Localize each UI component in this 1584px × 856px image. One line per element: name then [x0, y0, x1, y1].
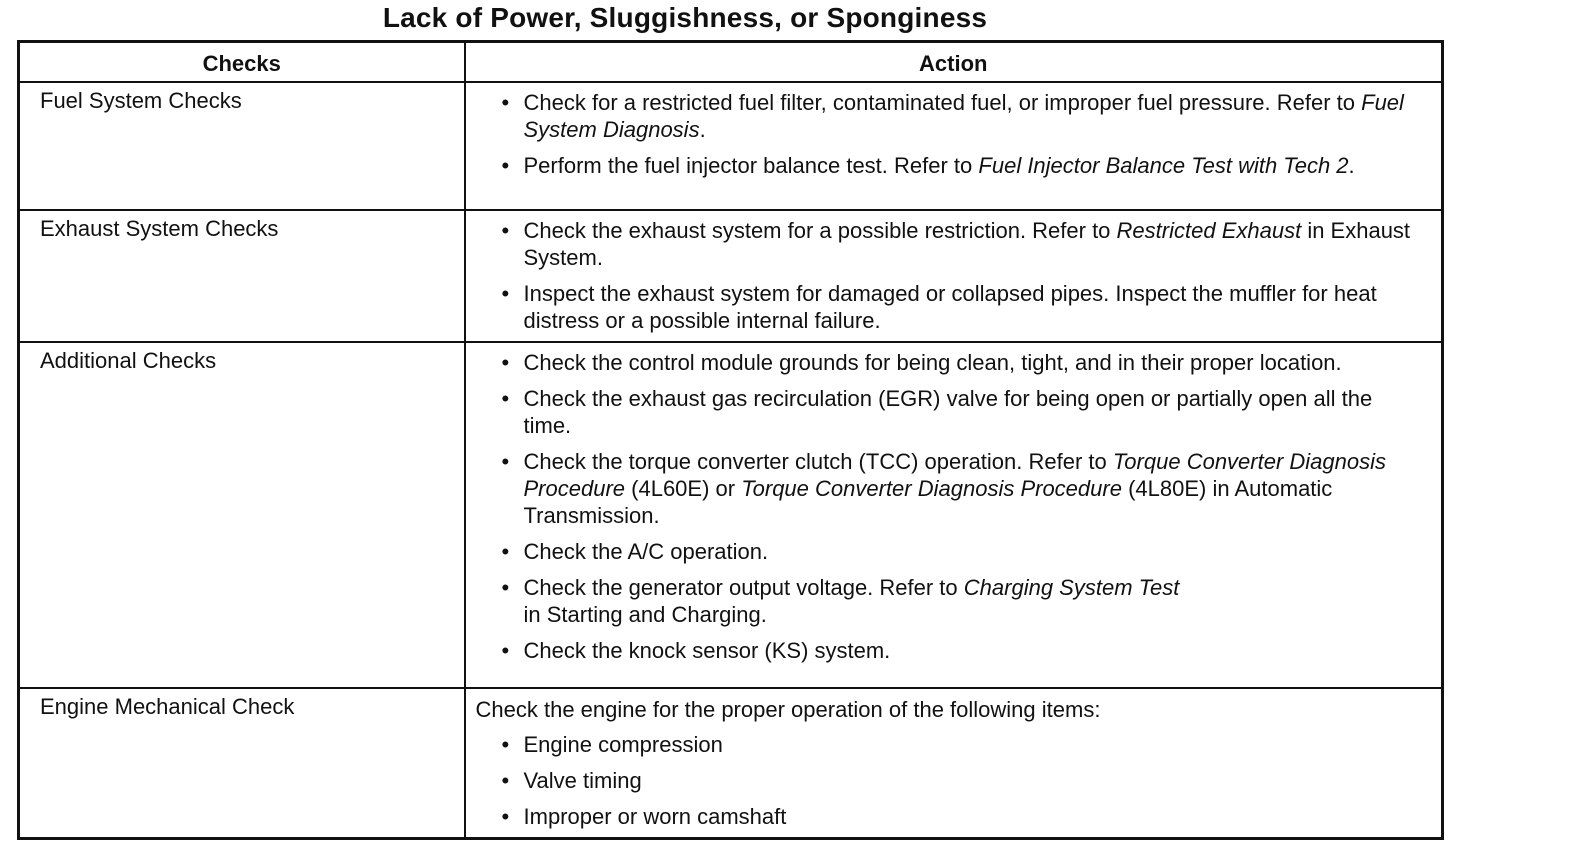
action-text: Inspect the exhaust system for damaged or collapsed pipes. Inspect the muffler for heat distress or a possible internal failure.: [523, 281, 1377, 333]
action-text: Perform the fuel injector balance test. Refer to: [523, 153, 973, 178]
reference-link-text: Fuel System Diagnosis: [523, 90, 1404, 142]
check-label: Engine Mechanical Check: [19, 688, 465, 839]
action-item: [476, 89, 1424, 143]
reference-link-text-2: Torque Converter Diagnosis Procedure: [741, 476, 1122, 501]
action-item: [476, 448, 1424, 529]
action-list: [476, 731, 1424, 830]
action-item: [476, 767, 1424, 794]
action-cell: [465, 210, 1443, 342]
action-item: [476, 385, 1424, 439]
action-cell: [465, 688, 1443, 839]
action-text: Check the torque converter clutch (TCC) operation. Refer to: [523, 449, 1107, 474]
action-text: Check the generator output voltage. Refer to: [523, 575, 958, 600]
table-row-fuel-system: [19, 82, 1443, 210]
action-item: [476, 217, 1424, 271]
action-text: Valve timing: [523, 768, 642, 793]
action-item: [476, 731, 1424, 758]
action-tail: (4L80E) in Automatic Transmission.: [523, 476, 1333, 528]
action-list: [476, 349, 1424, 664]
action-item: [476, 152, 1424, 179]
reference-link-text: Torque Converter Diagnosis Procedure: [523, 449, 1386, 501]
action-middle: (4L60E) or: [631, 476, 736, 501]
action-item: [476, 280, 1424, 334]
action-tail: in Exhaust System.: [523, 218, 1411, 270]
action-tail: in Starting and Charging.: [523, 602, 767, 627]
reference-link-text: Fuel Injector Balance Test with Tech 2: [978, 153, 1349, 178]
action-tail: .: [699, 117, 706, 142]
action-tail: .: [1348, 153, 1355, 178]
action-list: [476, 217, 1424, 334]
action-list: [476, 89, 1424, 179]
action-lead-text: Check the engine for the proper operation of the following items:: [475, 697, 1101, 722]
table-row-engine-mechanical: [19, 688, 1443, 839]
reference-link-text: Restricted Exhaust: [1116, 218, 1302, 243]
action-text: Check the exhaust gas recirculation (EGR) valve for being open or partially open all the time.: [523, 386, 1373, 438]
checks-column-header: Checks: [19, 42, 465, 83]
page-title: Lack of Power, Sluggishness, or Sponginess: [382, 2, 988, 33]
reference-link-text: Charging System Test: [963, 575, 1180, 600]
table-row-exhaust-system: [19, 210, 1443, 342]
action-item: [476, 574, 1424, 628]
action-text: Improper or worn camshaft: [523, 804, 787, 829]
action-text: Check the A/C operation.: [523, 539, 769, 564]
check-label: Fuel System Checks: [19, 82, 465, 210]
action-column-header: Action: [465, 42, 1443, 83]
action-item: [476, 538, 1424, 565]
action-text: Check for a restricted fuel filter, contaminated fuel, or improper fuel pressure. Refer to: [523, 90, 1355, 115]
action-text: Check the control module grounds for being clean, tight, and in their proper location.: [523, 350, 1342, 375]
table-row-additional-checks: [19, 342, 1443, 688]
check-label: Exhaust System Checks: [19, 210, 465, 342]
table-header-row: [19, 42, 1443, 83]
diagnosis-table: [17, 40, 1444, 840]
action-text: Check the exhaust system for a possible restriction. Refer to: [523, 218, 1111, 243]
action-item: [476, 803, 1424, 830]
action-cell: [465, 342, 1443, 688]
action-text: Engine compression: [523, 732, 723, 757]
action-text: Check the knock sensor (KS) system.: [523, 638, 891, 663]
action-item: [476, 637, 1424, 664]
action-item: [476, 349, 1424, 376]
check-label: Additional Checks: [19, 342, 465, 688]
action-cell: [465, 82, 1443, 210]
